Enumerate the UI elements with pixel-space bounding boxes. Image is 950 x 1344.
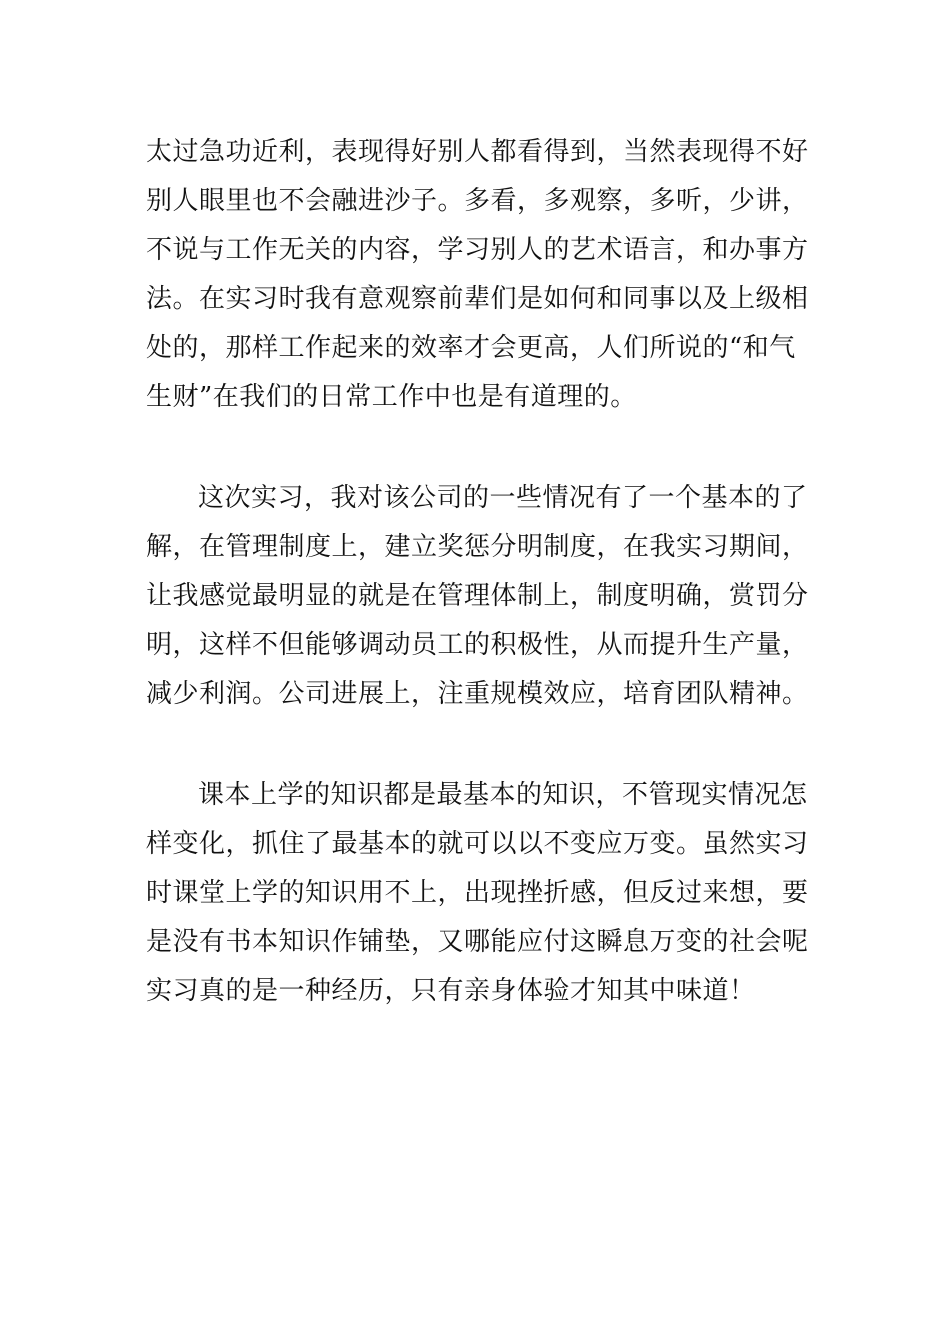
text-line: 太过急功近利，表现得好别人都看得到，当然表现得不好 <box>146 137 809 167</box>
text-line: 法。在实习时我有意观察前辈们是如何和同事以及上级相 <box>146 284 809 314</box>
paragraph-3 <box>146 771 809 1016</box>
text-line: 是没有书本知识作铺垫，又哪能应付这瞬息万变的社会呢 <box>146 927 809 957</box>
text-line: 明，这样不但能够调动员工的积极性，从而提升生产量， <box>146 630 809 660</box>
text-line: 让我感觉最明显的就是在管理体制上，制度明确，赏罚分 <box>146 581 809 611</box>
paragraph-2 <box>146 474 809 719</box>
text-line-first: 课本上学的知识都是最基本的知识，不管现实情况怎 <box>198 780 808 810</box>
text-line: 解，在管理制度上，建立奖惩分明制度，在我实习期间， <box>146 532 809 562</box>
text-line: 处的，那样工作起来的效率才会更高，人们所说的“和气 <box>146 333 796 363</box>
text-line: 样变化，抓住了最基本的就可以以不变应万变。虽然实习 <box>146 829 809 859</box>
paragraph-1 <box>146 128 809 422</box>
text-line: 减少利润。公司进展上，注重规模效应，培育团队精神。 <box>146 679 809 709</box>
text-line: 生财”在我们的日常工作中也是有道理的。 <box>146 382 637 412</box>
text-line-first: 这次实习，我对该公司的一些情况有了一个基本的了 <box>198 483 808 513</box>
text-line: 实习真的是一种经历，只有亲身体验才知其中味道！ <box>146 976 756 1006</box>
text-line: 不说与工作无关的内容，学习别人的艺术语言，和办事方 <box>146 235 809 265</box>
text-line: 别人眼里也不会融进沙子。多看，多观察，多听，少讲， <box>146 186 809 216</box>
text-line: 时课堂上学的知识用不上，出现挫折感，但反过来想，要 <box>146 878 809 908</box>
